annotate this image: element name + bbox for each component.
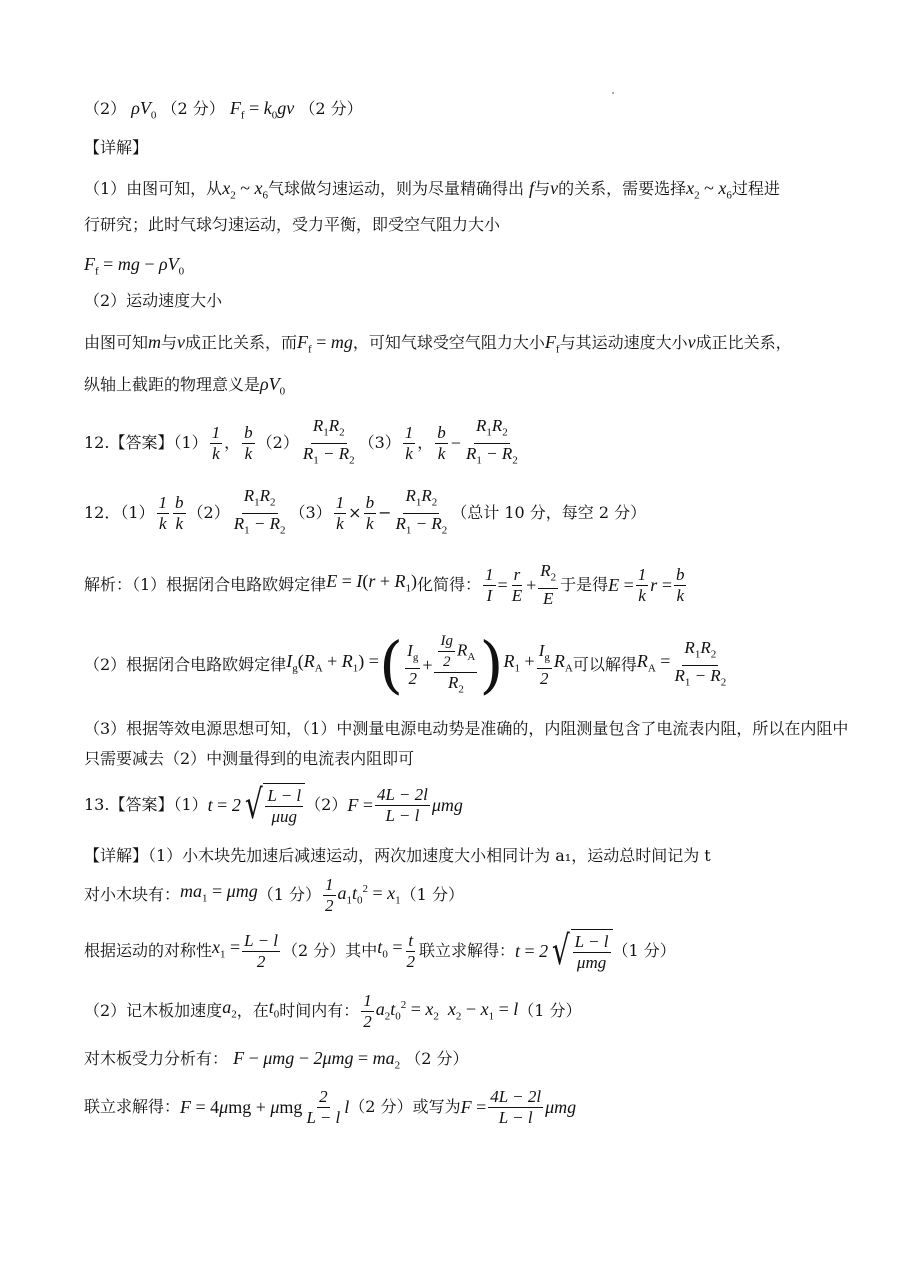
formula: F = <box>460 1097 487 1117</box>
score: （2 分） <box>299 99 363 118</box>
formula: $\frac{1}{k}$ <box>211 422 221 463</box>
formula: $\frac{L - l}{2}$ <box>244 930 279 971</box>
score: （2 分） <box>405 1049 469 1068</box>
text: （2 分）或写为 <box>349 1097 461 1116</box>
answer-11-part2 <box>84 96 860 128</box>
score: （1 分） <box>518 1001 582 1020</box>
formula: $\frac{R_1R_2}{R_1 - R_2}$ <box>233 486 286 536</box>
formula: $\frac{b}{k}$ <box>244 422 253 463</box>
formula: v <box>687 332 696 352</box>
answer-13: 13.【答案】（1） t = 2 √ $\frac{L - l}{\text{μug}}$ （2） F = $\frac{4L - 2l}{L - l}$ μmg <box>84 782 463 828</box>
formula: $\frac{t}{2}$ <box>406 930 415 971</box>
text: 的关系，需要选择 <box>558 179 687 198</box>
formula: $a_2$ <box>222 997 237 1021</box>
label: 12．（1） <box>84 503 155 522</box>
formula: F = <box>347 795 373 815</box>
formula: $\frac{b}{k}$ <box>437 422 446 463</box>
formula: $F_f$ <box>544 332 560 356</box>
formula: $R_A$ = <box>636 651 671 675</box>
text: 根据运动的对称性 <box>84 941 213 960</box>
formula: $\frac{R_1R_2}{R_1 - R_2}$ <box>674 638 727 688</box>
formula: $E = I(r + R_1)$ <box>326 571 418 595</box>
label: （2） <box>187 503 230 522</box>
explain-13-block: 对小木块有： $ma_1 = \mu mg$ （1 分） $\frac{1}{2}$ $a_1t_0^2 = x_1$ （1 分） <box>84 874 464 915</box>
explain-13-symmetry <box>84 926 860 976</box>
text: 纵轴上截距的物理意义是 <box>84 375 261 394</box>
label: （2） <box>84 99 127 118</box>
text: 与其运动速度大小 <box>559 333 688 352</box>
answer-12: 12.【答案】（1） $\frac{1}{k}$ ， $\frac{b}{k}$ （2） $\frac{R_1R_2}{R_1 - R_2}$ （3） $\frac{1}{k}$ ， $\frac{b}{k}$ − $\frac{R_1R_2}{R_1 - R_2}$ <box>84 418 860 468</box>
formula: $R_1$ + <box>503 651 535 675</box>
sqrt: √ $\frac{L - l}{\text{μmg}}$ <box>548 929 612 973</box>
text: 由图可知 <box>84 333 149 352</box>
answer-12-score: 12．（1） $\frac{1}{k}$ $\frac{b}{k}$ （2） $\frac{R_1R_2}{R_1 - R_2}$ （3） $\frac{1}{k}$ × $\frac{b}{k}$ − $\frac{R_1R_2}{R_1 - R_2}$ （总计 10 分，每空 2 分） <box>84 488 860 538</box>
formula: $\frac{1}{2}$ <box>363 990 372 1031</box>
formula: F = 4μmg + μmg <box>180 1097 303 1117</box>
label: （2） <box>256 433 299 452</box>
score: （1 分） <box>612 941 676 960</box>
formula: $F_f$ = mg <box>297 332 353 356</box>
bracket: ) <box>479 628 504 701</box>
formula: $ma_1 = \mu mg$ <box>180 881 258 905</box>
text: 气球做匀速运动，则为尽量精确得出 <box>267 179 524 198</box>
text: 成正比关系， <box>695 333 792 352</box>
text: （2）根据闭合电路欧姆定律 <box>84 655 287 674</box>
formula: $\frac{r}{E}$ <box>511 564 523 605</box>
formula: $\frac{b}{k}$ <box>365 492 375 533</box>
formula: $\frac{1}{k}$ <box>637 564 647 605</box>
text: （2 分）其中 <box>282 941 378 960</box>
text: （1）由图可知，从 <box>84 179 223 198</box>
formula: $t_0$ = <box>377 937 403 961</box>
formula: $\rho V_0$ <box>260 374 286 398</box>
label: 12.【答案】（1） <box>84 433 208 452</box>
text: 成正比关系，而 <box>185 333 298 352</box>
formula: $\frac{I_g}{2}$ <box>538 641 550 688</box>
text: 对小木块有： <box>84 885 181 904</box>
analysis-3: （3）根据等效电源思想可知，（1）中测量电源电动势是准确的，内阻测量包含了电流表内阻，所以在内阻中只需要减去（2）中测量得到的电流表内阻即可 <box>84 719 849 768</box>
formula: $\frac{2}{L - l}$ <box>306 1086 341 1127</box>
formula: $\frac{R_1R_2}{R_1 - R_2}$ <box>465 416 518 466</box>
formula: $\rho V_0$ <box>131 98 157 122</box>
text: 解析：（1）根据闭合电路欧姆定律 <box>84 575 327 594</box>
formula: m <box>148 332 162 352</box>
formula: $\frac{R_2}{E}$ <box>540 561 557 608</box>
score: （1 分） <box>257 885 321 904</box>
explain-line <box>84 176 860 208</box>
formula: v <box>177 332 186 352</box>
formula: $\frac{1}{k}$ <box>335 492 345 533</box>
formula: $\frac{1}{k}$ <box>158 492 168 533</box>
formula: $x_2$ ~ $x_6$ <box>686 178 732 202</box>
explain-line: （2）运动速度大小 <box>84 291 223 310</box>
text: 与 <box>161 333 178 352</box>
explain-13-result: 联立求解得： F = 4μmg + μmg $\frac{2}{L - l}$ l （2 分）或写为 F = $\frac{4L - 2l}{L - l}$ μmg <box>84 1086 577 1127</box>
explain-line <box>84 330 860 362</box>
text: 于是得 <box>560 575 609 594</box>
sqrt: √ $\frac{L - l}{\text{μug}}$ <box>241 783 305 827</box>
text: 过程进 <box>731 179 780 198</box>
label: 13.【答案】（1） <box>84 795 208 814</box>
formula: $F - \mu mg - 2\mu mg = ma_2$ <box>233 1048 401 1072</box>
formula: t = 2 <box>207 795 241 815</box>
text: 联立求解得： <box>84 1097 181 1116</box>
heading-explain: 【详解】 <box>84 138 149 157</box>
analysis-2: （2）根据闭合电路欧姆定律 $I_g(R_A + R_1)$ = ( $\frac{I_g}{2}$ + $\frac{Ig}{2}$ $R_A$ $R_2$ ) $R_1$ + $\frac{I_g}{2}$ $R_A$ 可以解得 $R_A$ = $\frac{R_1R_2}{R_1 - R_2}$ <box>84 628 727 701</box>
label: （3） <box>358 433 401 452</box>
formula: t = 2 <box>514 941 549 961</box>
explain-line: 行研究；此时气球匀速运动，受力平衡，即受空气阻力大小 <box>84 215 501 234</box>
formula: $t_0$ <box>268 997 280 1021</box>
formula: E = <box>608 575 634 595</box>
text: ，可知气球受空气阻力大小 <box>352 333 545 352</box>
formula: $F_f = k_0gv$ <box>229 98 295 122</box>
formula: v <box>550 178 559 198</box>
formula: $\frac{1}{2}$ <box>325 874 334 915</box>
text: 可以解得 <box>572 655 637 674</box>
formula-line: $F_f$ = mg − $\rho V_0$ <box>84 254 185 278</box>
label: （2） <box>305 795 348 814</box>
text: 对木板受力分析有： <box>84 1049 229 1068</box>
text: （2）记木板加速度 <box>84 1001 223 1020</box>
formula: f <box>529 178 535 198</box>
explain-13-force <box>84 1046 860 1078</box>
formula: $\frac{R_1R_2}{R_1 - R_2}$ <box>395 486 448 536</box>
text: 化简得： <box>417 575 482 594</box>
formula: $\frac{b}{k}$ <box>175 492 184 533</box>
text: 时间内有： <box>279 1001 360 1020</box>
formula: $\frac{4L - 2l}{L - l}$ <box>377 784 428 825</box>
formula: $\frac{Ig}{2}$ $R_A$ $R_2$ <box>434 631 477 699</box>
score: （1 分） <box>400 885 464 904</box>
formula: $\frac{I_g}{2}$ <box>407 641 419 688</box>
explain-13: 【详解】（1）小木块先加速后减速运动，两次加速度大小相同计为 a₁，运动总时间记为 t <box>84 846 711 865</box>
text: ，在 <box>236 1001 269 1020</box>
explain-line <box>84 372 860 404</box>
label: （3） <box>289 503 332 522</box>
explain-13-part2: （2）记木板加速度 $a_2$ ，在 $t_0$ 时间内有： $\frac{1}{2}$ $a_2t_0^2 = x_2$ $x_2 - x_1 = l$ （1 分） <box>84 990 582 1031</box>
text: 联立求解得： <box>418 941 515 960</box>
analysis-1: 解析：（1）根据闭合电路欧姆定律 $E = I(r + R_1)$ 化简得： $\frac{1}{I}$ = $\frac{r}{E}$ + $\frac{R_2}{E}$ 于是得 E = $\frac{1}{k}$ r = $\frac{b}{k}$ <box>84 561 685 608</box>
formula: $\frac{b}{k}$ <box>675 564 685 605</box>
formula: $\frac{4L - 2l}{L - l}$ <box>490 1086 542 1127</box>
formula: $\frac{1}{k}$ <box>404 422 414 463</box>
score: （总计 10 分，每空 2 分） <box>451 503 647 522</box>
scan-dot <box>612 92 614 94</box>
formula: $I_g(R_A + R_1)$ = <box>286 651 379 675</box>
formula: $x_2$ ~ $x_6$ <box>222 178 268 202</box>
text: 与 <box>534 179 551 198</box>
score: （2 分） <box>161 99 225 118</box>
bracket: ( <box>378 628 404 701</box>
formula: $\frac{R_1R_2}{R_1 - R_2}$ <box>302 416 355 466</box>
formula: $x_1$ = <box>212 937 241 961</box>
formula: $\frac{1}{I}$ <box>485 564 494 605</box>
